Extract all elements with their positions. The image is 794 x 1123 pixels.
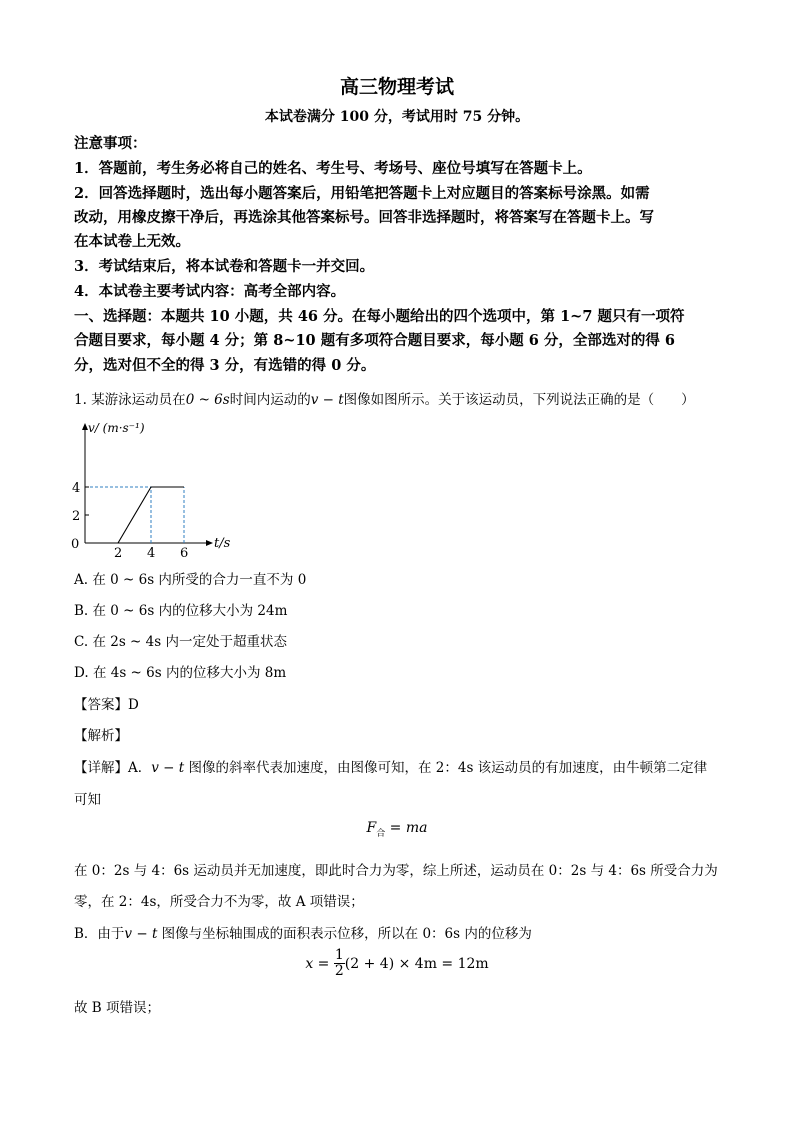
question-text: 某游泳运动员在 xyxy=(91,392,186,408)
y-tick-label: 4 xyxy=(72,481,81,496)
question-text: 图像如图所示。关于该运动员，下列说法正确的是（ ） xyxy=(343,392,695,408)
notes-line: 1．答题前，考生务必将自己的姓名、考生号、考场号、座位号填写在答题卡上。 xyxy=(74,160,592,177)
answer-label: 【答案】 xyxy=(74,697,128,713)
answer-value: D xyxy=(128,697,139,713)
tick-labels xyxy=(72,481,188,558)
x-tick-label: 4 xyxy=(147,546,156,558)
notes-heading: 注意事项： xyxy=(74,135,147,152)
detail-line-4: 零，在 2：4s，所受合力不为零，故 A 项错误； xyxy=(74,894,364,910)
question-math-vt: v − t xyxy=(310,392,344,408)
origin-label: 0 xyxy=(71,537,80,552)
question-number: 1. xyxy=(74,392,87,408)
vt-chart xyxy=(66,418,246,558)
page-title: 高三物理考试 xyxy=(339,76,454,98)
formula-displacement: x = $\frac{1}{2}$ (2 + 4) × 4m = 12m xyxy=(305,947,489,980)
section-line: 一、选择题：本题共 10 小题，共 46 分。在每小题给出的四个选项中，第 1~7 题只有一项符 xyxy=(74,308,685,325)
question-math-range: 0 ~ 6s xyxy=(185,392,230,408)
detail-line-2: 可知 xyxy=(74,792,101,808)
section-line: 分，选对但不全的得 3 分，有选错的得 0 分。 xyxy=(74,357,376,374)
fraction-one-half: $\frac{1}{2}$ xyxy=(334,947,344,980)
analysis-label: 【解析】 xyxy=(74,728,128,744)
question-text: 时间内运动的 xyxy=(229,392,311,408)
option-b: B. 在 0 ~ 6s 内的位移大小为 24m xyxy=(74,603,288,619)
section-line: 合题目要求，每小题 4 分；第 8~10 题有多项符合题目要求，每小题 6 分，全部选对的得 6 xyxy=(74,332,676,349)
x-axis-label: t/s xyxy=(214,536,231,551)
notes-line: 在本试卷上无效。 xyxy=(74,233,190,250)
x-tick-label: 6 xyxy=(180,546,189,558)
option-d: D. 在 4s ~ 6s 内的位移大小为 8m xyxy=(74,665,287,681)
option-c: C. 在 2s ~ 4s 内一定处于超重状态 xyxy=(74,634,287,650)
detail-line-5: B．由于v − t 图像与坐标轴围成的面积表示位移，所以在 0：6s 内的位移为 xyxy=(74,926,532,942)
notes-line: 2．回答选择题时，选出每小题答案后，用铅笔把答题卡上对应题目的答案标号涂黑。如需 xyxy=(74,185,650,202)
formula-newton: $F_合$ = ma xyxy=(366,820,428,839)
detail-line-6: 故 B 项错误； xyxy=(74,1000,161,1016)
answer-line xyxy=(74,693,139,713)
detail-line-3: 在 0：2s 与 4：6s 运动员并无加速度，即此时合力为零，综上所述，运动员在 0：2s 与 4：6s 所受合力为 xyxy=(74,863,718,879)
notes-line: 3．考试结束后，将本试卷和答题卡一并交回。 xyxy=(74,258,375,275)
y-axis-label: v/ (m·s⁻¹) xyxy=(88,421,145,435)
notes-line: 改动，用橡皮擦干净后，再选涂其他答案标号。回答非选择题时，将答案写在答题卡上。写 xyxy=(74,209,654,226)
notes-line: 4．本试卷主要考试内容：高考全部内容。 xyxy=(74,283,346,300)
page-subtitle: 本试卷满分 100 分，考试用时 75 分钟。 xyxy=(264,109,530,125)
question-1-stem xyxy=(74,388,695,408)
tick-marks xyxy=(85,487,89,515)
x-tick-label: 2 xyxy=(114,546,123,558)
detail-line-1: 【详解】A．v − t 图像的斜率代表加速度，由图像可知，在 2：4s 该运动员的有加速度，由牛顿第二定律 xyxy=(74,760,708,776)
option-a: A. 在 0 ~ 6s 内所受的合力一直不为 0 xyxy=(74,572,307,588)
y-tick-label: 2 xyxy=(72,509,81,524)
